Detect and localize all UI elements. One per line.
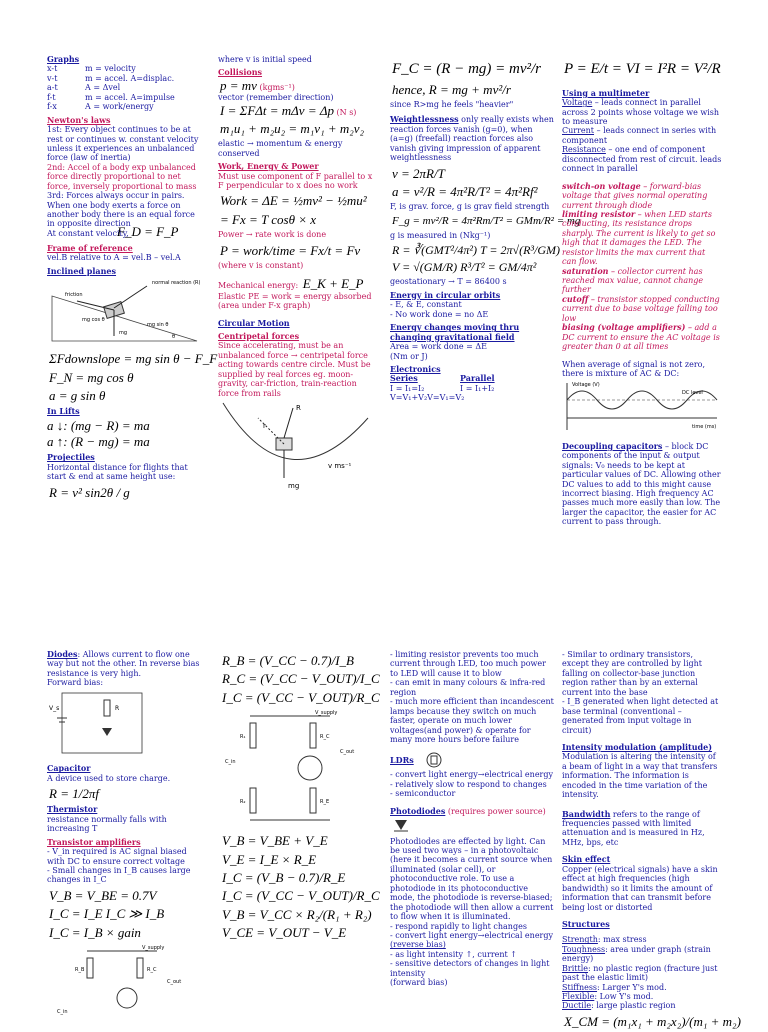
- work-note-2: F perpendicular to x does no work: [218, 181, 358, 191]
- impulse-unit: (N s): [336, 107, 357, 117]
- series-heading: Series: [390, 373, 418, 384]
- work-note-1: Must use component of F parallel to x: [218, 171, 373, 181]
- phototransistor-note-2: - I_B generated when light detected at base terminal (conventional – generated from input voltage in circuit): [562, 697, 719, 735]
- ldr-note-2: - relatively slow to respond to changes: [390, 779, 547, 789]
- formula-downslope: ΣFdownslope = mg sin θ − F_F: [49, 351, 218, 367]
- average-signal-note: When average of signal is not zero, there is mixture of AC & DC:: [562, 359, 706, 378]
- orbit-energy-1: - E, & E, constant: [390, 300, 462, 310]
- structure-item: Ductile: large plastic region: [562, 1001, 676, 1011]
- svg-text:mg sin θ: mg sin θ: [147, 321, 169, 328]
- svg-text:R₁: R₁: [240, 733, 246, 740]
- svg-text:R_E: R_E: [320, 798, 330, 805]
- svg-text:C_in: C_in: [57, 1008, 68, 1015]
- constant-note: (where v is constant): [218, 260, 304, 270]
- decoupling-note: Decoupling capacitors – block DC components of the input & output signals: V₀ needs to be kept at particular values of DC. Allowing other DC values to add to this might cause incorrect biasing. High frequency AC passes much more easily than low. The larger the capacitor, the easier for AC current to pass through.: [562, 440, 721, 527]
- transistor-note-2: - Small changes in I_B causes large changes in I_C: [47, 866, 191, 885]
- orbit-energy-2: - No work done = no ΔE: [390, 309, 489, 319]
- inclined-heading: Inclined planes: [47, 265, 117, 276]
- parallel-heading: Parallel: [460, 373, 495, 384]
- parallel-voltage: V=V₁=V₂: [427, 393, 465, 403]
- formula-momentum: p = mv: [220, 77, 257, 93]
- inclined-plane-diagram: [47, 276, 205, 346]
- initial-speed-note: where v is initial speed: [218, 55, 312, 64]
- svg-text:R_B: R_B: [75, 966, 85, 973]
- weightlessness-paragraph: Weightlessness only really exists when reaction forces vanish (g=0), when (a=g) (freefall) reaction forces also vanish giving impression of apparent weightlessness: [390, 114, 554, 163]
- thermistor-heading: Thermistor: [47, 804, 98, 815]
- svg-text:R: R: [115, 704, 120, 712]
- transistor-heading: Transistor amplifiers: [47, 836, 141, 847]
- formula-grav-force: F_g = mv²/R = 4π²Rm/T² = GMm/R² = mg: [392, 214, 581, 227]
- led-note-1: - limiting resistor prevents too much current through LED, too much power to LED will cause it to blow: [390, 650, 546, 678]
- led-note-2: - can emit in many colours & infra-red region: [390, 678, 546, 697]
- projectiles-text: Horizontal distance for flights that start & end at same height use:: [47, 462, 188, 482]
- photodiode-symbol-icon: [390, 816, 412, 834]
- limiting-resistor-note: limiting resistor – when LED starts conducting, its resistance drops sharply. The current is likely to get so high that it damages the LED. The resistor limits the max current that can flow.: [562, 208, 716, 267]
- ldr-heading: LDRs: [390, 754, 414, 765]
- voltage-note: Voltage – leads connect in parallel across 2 points whose voltage we wish to measure: [562, 98, 720, 126]
- svg-text:time (ms): time (ms): [692, 424, 717, 431]
- svg-text:θ: θ: [172, 333, 176, 340]
- photodiode-note-3: - as light intensity ↑, current ↑: [390, 949, 517, 959]
- series-parallel-table: [390, 374, 555, 402]
- cutoff-note: cutoff – transistor stopped conducting current due to base voltage falling too low: [562, 293, 720, 323]
- newton-law-3: 3rd: Forces always occur in pairs. When one body exerts a force on another body there is an equal force in opposite direction: [47, 191, 195, 229]
- current-note: Current – leads connect in series with component: [562, 126, 717, 145]
- svg-text:DC level: DC level: [682, 390, 703, 397]
- newton-law-1: 1st: Every object continues to be at rest or continues w. constant velocity unless it experiences an unbalanced force (law of inertia): [47, 125, 199, 163]
- series-current: I = I₁=I₂: [390, 383, 425, 393]
- diodes-note: Diodes: Allows current to flow one way but not the other. In reverse bias resistance is very high.: [47, 649, 200, 678]
- formula-reaction: hence, R = mg + mv²/r: [392, 81, 511, 97]
- graph-row: f-t m = accel. A=impulse: [47, 92, 175, 102]
- svg-text:V_s: V_s: [49, 704, 60, 712]
- graph-row: a-t A = Δvel: [47, 83, 121, 93]
- svg-text:R₂: R₂: [240, 798, 246, 805]
- ac-dc-waveform: [562, 378, 722, 433]
- formula-orbit-radius: R = ∛(GMT²/4π²) T = 2π√(R³/GM): [392, 243, 561, 258]
- formula-ic: I_C = (V_CC − V_OUT)/R_C: [222, 689, 380, 705]
- formula-ic-re: I_C = (V_B − 0.7)/R_E: [222, 870, 346, 886]
- svg-text:friction: friction: [65, 291, 83, 298]
- structure-item: Strength: max stress: [562, 935, 647, 945]
- forward-bias-note: (forward bias): [390, 978, 448, 988]
- saturation-note: saturation – collector current has reached max value, cannot change further: [562, 265, 704, 295]
- forward-bias-label: Forward bias:: [47, 678, 104, 688]
- centripetal-text: Since accelerating, must be an unbalanced force → centripetal force acting towards centre circle. Must be supplied by real forces eg. moon-gravity, car-friction, train-reaction force from rails: [218, 341, 371, 398]
- svg-text:R_C: R_C: [147, 966, 157, 973]
- intensity-text: Modulation is altering the intensity of a beam of light in a way that transfers information. The information is encoded in the time variation of the intensity.: [562, 752, 718, 800]
- elastic-note: elastic → momentum & energy conserved: [218, 139, 343, 158]
- formula-rb: R_B = (V_CC − 0.7)/I_B: [222, 653, 354, 668]
- parallel-current: I = I₁+I₂: [460, 383, 495, 393]
- svg-text:C_out: C_out: [340, 748, 355, 755]
- amplifier-circuit-1: [47, 943, 197, 1023]
- intensity-heading: Intensity modulation (amplitude): [562, 741, 713, 752]
- col-orbits-electronics: [390, 58, 581, 403]
- formula-mech-energy: E_K + E_P: [302, 276, 364, 292]
- geostationary-note: geostationary → T = 86400 s: [390, 277, 507, 287]
- amplifier-circuit-2: [220, 708, 370, 828]
- col-diodes: [47, 650, 207, 1025]
- formula-conservation: m₁u₁ + m₂u₂ = m₁v₁ + m₂v₂: [220, 120, 365, 136]
- mech-energy-label: Mechanical energy:: [218, 281, 299, 291]
- formula-drive-force: F_D = F_P: [117, 224, 179, 240]
- col-graphs-newton: [47, 54, 218, 503]
- collisions-heading: Collisions: [218, 67, 263, 78]
- graph-row: x-t m = velocity: [47, 64, 136, 74]
- lifts-heading: In Lifts: [47, 406, 80, 417]
- reverse-bias-label: (reverse bias): [390, 940, 446, 950]
- skin-text: Copper (electrical signals) have a skin effect at high frequencies (high bandwidth) so it limits the amount of information that can transmit before being lost or distorted: [562, 864, 718, 912]
- structures-list: [562, 935, 722, 1011]
- circular-motion-diagram: [218, 398, 378, 493]
- circular-heading: Circular Motion: [218, 317, 290, 328]
- series-voltage: V=V₁+V₂: [390, 393, 428, 403]
- capacitor-heading: Capacitor: [47, 763, 91, 774]
- formula-power: P = work/time = Fx/t = Fv: [220, 242, 361, 258]
- photodiode-note-4: - sensitive detectors of changes in light intensity: [390, 959, 550, 978]
- heavier-note: since R>mg he feels "heavier": [390, 100, 514, 110]
- ldr-note-3: - semiconductor: [390, 789, 456, 799]
- ldr-note-1: - convert light energy→electrical energy: [390, 770, 554, 780]
- formula-rc: R_C = (V_CC − V_OUT)/I_C: [222, 671, 380, 687]
- svg-text:mg cos θ: mg cos θ: [82, 316, 105, 323]
- bandwidth-text: Bandwidth refers to the range of frequencies passed with limited attenuation and is measured in Hz, MHz, bps, etc: [562, 808, 705, 847]
- grav-field-heading: Energy changes moving thru changing gravitational field: [390, 322, 520, 342]
- projectiles-heading: Projectiles: [47, 452, 95, 463]
- svg-text:V_supply: V_supply: [142, 944, 165, 951]
- graphs-table: [47, 64, 205, 111]
- svg-text:normal reaction (R): normal reaction (R): [152, 279, 201, 286]
- g-unit-note: g is measured in (Nkg⁻¹): [390, 230, 491, 240]
- formula-centripetal-force: F_C = (R − mg) = mv²/r: [392, 61, 542, 77]
- frame-heading: Frame of reference: [47, 242, 133, 253]
- formula-impulse: I = ΣFΔt = mΔv = Δp: [220, 102, 334, 118]
- formula-centre-of-mass: X_CM = (m₁x₁ + m₂x₂)/(m₁ + m₂): [564, 1013, 741, 1029]
- orbit-energy-heading: Energy in circular orbits: [390, 289, 501, 300]
- elastic-pe-note: Elastic PE = work = energy absorbed (area under F-x graph): [218, 291, 372, 311]
- photodiode-note-1: - respond rapidly to light changes: [390, 921, 527, 931]
- thermistor-text: resistance normally falls with increasing T: [47, 814, 167, 834]
- formula-base-voltage: V_B = V_BE = 0.7V: [49, 887, 157, 903]
- graph-row: f-x A = work/energy: [47, 102, 154, 112]
- svg-text:V_supply: V_supply: [315, 709, 338, 716]
- svg-text:R: R: [296, 404, 301, 413]
- grav-field-2: (Nm or J): [390, 351, 428, 361]
- electronics-heading: Electronics: [390, 363, 441, 374]
- formula-accel-slope: a = g sin θ: [49, 388, 106, 404]
- grav-field-1: Area = work done = ΔE: [390, 342, 488, 352]
- structures-heading: Structures: [562, 918, 610, 929]
- svg-text:mg: mg: [119, 329, 128, 336]
- photodiode-text: Photodiodes are effected by light. Can be used two ways – in a photovoltaic (here it becomes a current source when illuminated (solar cell), or photoconductive role. To use a photodiode in its photoconductive mode, the photodiode is reverse-biased; the photodiode will then allow a current to flow when it is illuminated.: [390, 836, 554, 922]
- phototransistor-note-1: - Similar to ordinary transistors, except they are controlled by light falling on collector-base junction region rather than by an external current into the base: [562, 650, 702, 697]
- led-note-3: - much more efficient than incandescent lamps because they switch on much faster, operate on much lower voltages(and power) & operate for many more hours before failure: [390, 697, 554, 744]
- frame-text: vel.B relative to A = vel.B – vel.A: [47, 253, 181, 263]
- photodiode-note-2: - convert light energy→electrical energy: [390, 930, 554, 940]
- svg-text:r: r: [263, 422, 266, 431]
- formula-normal: F_N = mg cos θ: [49, 369, 134, 385]
- structure-item: Toughness: area under graph (strain energy): [562, 944, 711, 964]
- formula-electric-power: P = E/t = VI = I²R = V²/R: [564, 61, 721, 77]
- work-heading: Work, Energy & Power: [218, 161, 319, 172]
- formula-currents: I_C = I_E I_C ≫ I_B: [49, 906, 165, 922]
- graph-row: v-t m = accel. A=displac.: [47, 73, 175, 83]
- formula-vb: V_B = V_BE + V_E: [222, 833, 328, 849]
- formula-ve: V_E = I_E × R_E: [222, 851, 317, 867]
- ldr-symbol-icon: [424, 750, 444, 770]
- col-collisions-work: [218, 55, 378, 495]
- photodiode-heading-row: Photodiodes (requires power source): [390, 805, 546, 816]
- formula-lift-down: a ↓: (mg − R) = ma: [47, 417, 150, 433]
- newton-heading: Newton's laws: [47, 114, 111, 125]
- formula-gain: I_C = I_B × gain: [49, 924, 141, 940]
- skin-heading: Skin effect: [562, 854, 611, 865]
- structure-item: Stiffness: Larger Y's mod.: [562, 982, 667, 992]
- grav-force-note: F, is grav. force, g is grav field strength: [390, 202, 550, 212]
- col-amplifier-formulas: [220, 650, 380, 943]
- svg-text:v ms⁻¹: v ms⁻¹: [328, 462, 352, 471]
- formula-lift-up: a ↑: (R − mg) = ma: [47, 434, 150, 450]
- momentum-unit: (kgms⁻¹): [259, 82, 295, 92]
- formula-orbit-accel: a = v²/R = 4π²R/T² = 4π²Rf²: [392, 183, 538, 199]
- newton-law-2: 2nd: Accel of a body exp unbalanced force directly proportional to net force, inversely proportional to mass: [47, 162, 197, 191]
- col-multimeter: [562, 58, 722, 527]
- power-note: Power → rate work is done: [218, 230, 327, 240]
- formula-work: Work = ΔE = ½mv² − ½mu²: [220, 193, 367, 209]
- col-led-ldr-photodiode: [390, 650, 555, 988]
- formula-capacitor: R = 1/2πf: [49, 786, 99, 802]
- constant-velocity-note: At constant velocity,: [47, 228, 129, 238]
- formula-range: R = v² sin2θ / g: [49, 484, 130, 500]
- graphs-heading: Graphs: [47, 54, 80, 64]
- transistor-note-1: - V_in required is AC signal biased with DC to ensure correct voltage: [47, 847, 187, 866]
- forward-bias-circuit: [47, 688, 147, 758]
- formula-divider: V_B = V_CC × R₂/(R₁ + R₂): [222, 906, 372, 922]
- col-modulation-structures: [562, 650, 741, 1032]
- svg-text:C_in: C_in: [225, 758, 236, 765]
- vector-note: vector (remember direction): [218, 93, 334, 103]
- formula-work-2: = Fx = T cosθ × x: [220, 211, 317, 227]
- formula-ic-rc: I_C = (V_CC − V_OUT)/R_C: [222, 888, 380, 904]
- svg-text:Voltage (V): Voltage (V): [572, 382, 600, 389]
- capacitor-text: A device used to store charge.: [47, 773, 171, 783]
- multimeter-heading: Using a multimeter: [562, 87, 650, 98]
- formula-vce: V_CE = V_OUT − V_E: [222, 925, 347, 941]
- structure-item: Flexible: Low Y's mod.: [562, 992, 654, 1001]
- biasing-note: biasing (voltage amplifiers) – add a DC current to ensure the AC voltage is greater than 0 at all times: [562, 322, 720, 352]
- structure-item: Brittle: no plastic region (fracture just past the elastic limit): [562, 963, 718, 983]
- formula-orbit-speed: v = 2πR/T: [392, 165, 445, 181]
- svg-text:R_C: R_C: [320, 733, 330, 740]
- centripetal-heading: Centripetal forces: [218, 330, 300, 341]
- svg-text:mg: mg: [288, 482, 300, 491]
- switch-on-note: switch-on voltage – forward-bias voltage that gives normal operating current through diode: [562, 180, 708, 210]
- resistance-note: Resistance – one end of component disconnected from rest of circuit. leads connect in parallel: [562, 145, 722, 174]
- svg-text:C_out: C_out: [167, 978, 182, 985]
- formula-orbit-velocity: V = √(GM/R) R³/T² = GM/4π²: [392, 260, 537, 275]
